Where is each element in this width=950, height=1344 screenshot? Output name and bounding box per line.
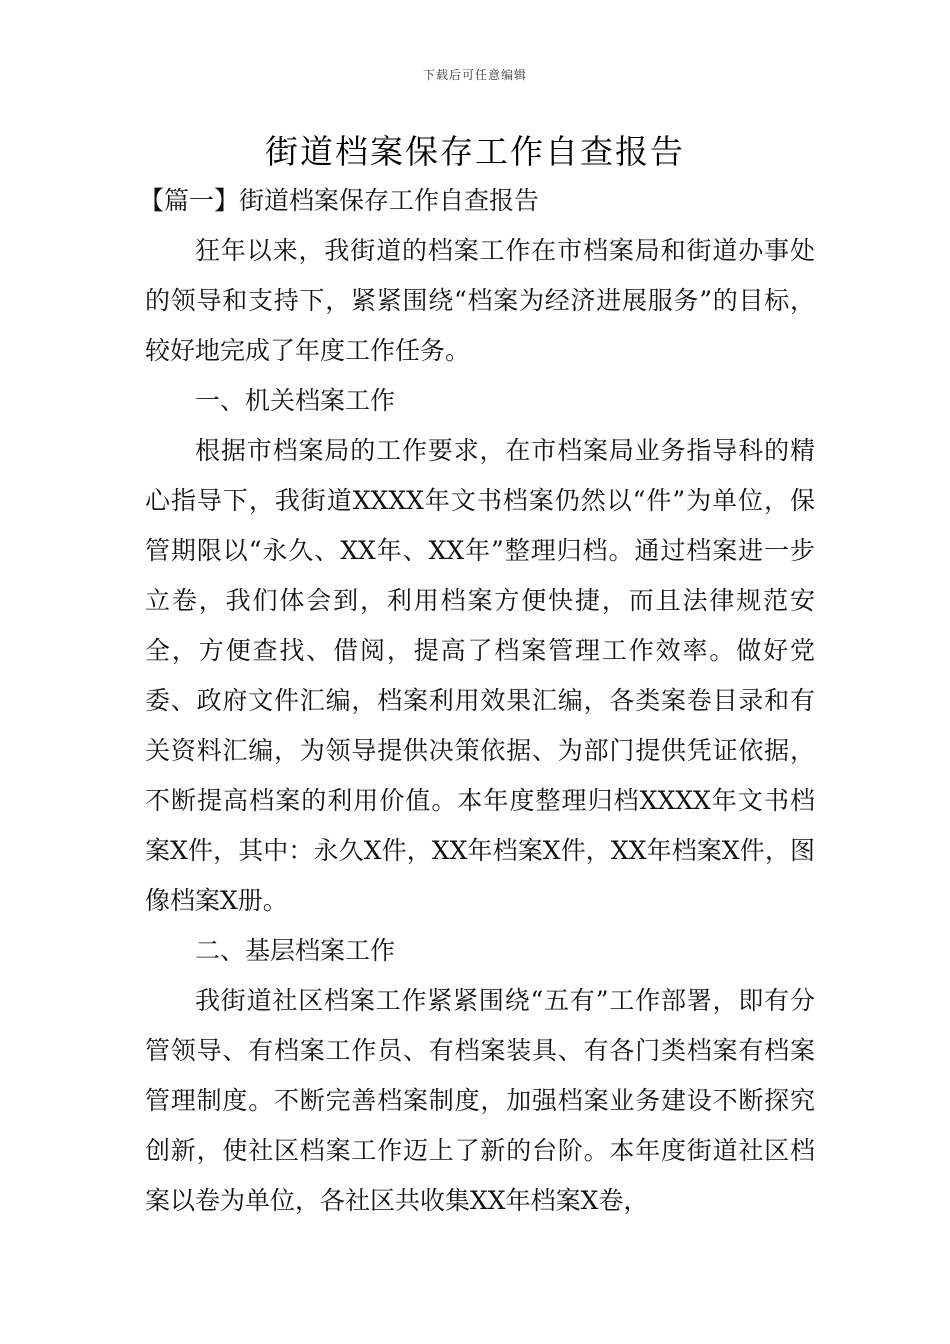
office-archives-paragraph: 根据市档案局的工作要求，在市档案局业务指导科的精心指导下，我街道XXXX年文书档案仍然以“件”为单位，保管期限以“永久、XX年、XX年”整理归档。通过档案进一步立卷，我们体会到，利用档案方便快捷，而且法律规范安全，方便查找、借阅，提高了档案管理工作效率。做好党委、政府文件汇编，档案利用效果汇编，各类案卷目录和有关资料汇编，为领导提供决策依据、为部门提供凭证依据，不断提高档案的利用价值。本年度整理归档XXXX年文书档案X件，其中：永久X件，XX年档案X件，XX年档案X件，图像档案X册。 (145, 436, 815, 915)
grassroots-archives-paragraph: 我街道社区档案工作紧紧围绕“五有”工作部署，即有分管领导、有档案工作员、有档案装具、有各门类档案有档案管理制度。不断完善档案制度，加强档案业务建设不断探究创新，使社区档案工作迈上了新的台阶。本年度街道社区档案以卷为单位，各社区共收集XX年档案X卷， (145, 986, 815, 1215)
section-heading-grassroots-archives: 二、基层档案工作 (195, 936, 396, 965)
section-heading-office-archives: 一、机关档案工作 (195, 386, 396, 415)
document-body (139, 176, 815, 1226)
intro-paragraph: 狂年以来，我街道的档案工作在市档案局和街道办事处的领导和支持下，紧紧围绕“档案为经济进展服务”的目标，较好地完成了年度工作任务。 (145, 236, 815, 365)
header-note: 下载后可任意编辑 (422, 68, 527, 82)
document-title: 街道档案保存工作自查报告 (265, 132, 685, 171)
section-subtitle: 【篇一】街道档案保存工作自查报告 (139, 186, 540, 215)
